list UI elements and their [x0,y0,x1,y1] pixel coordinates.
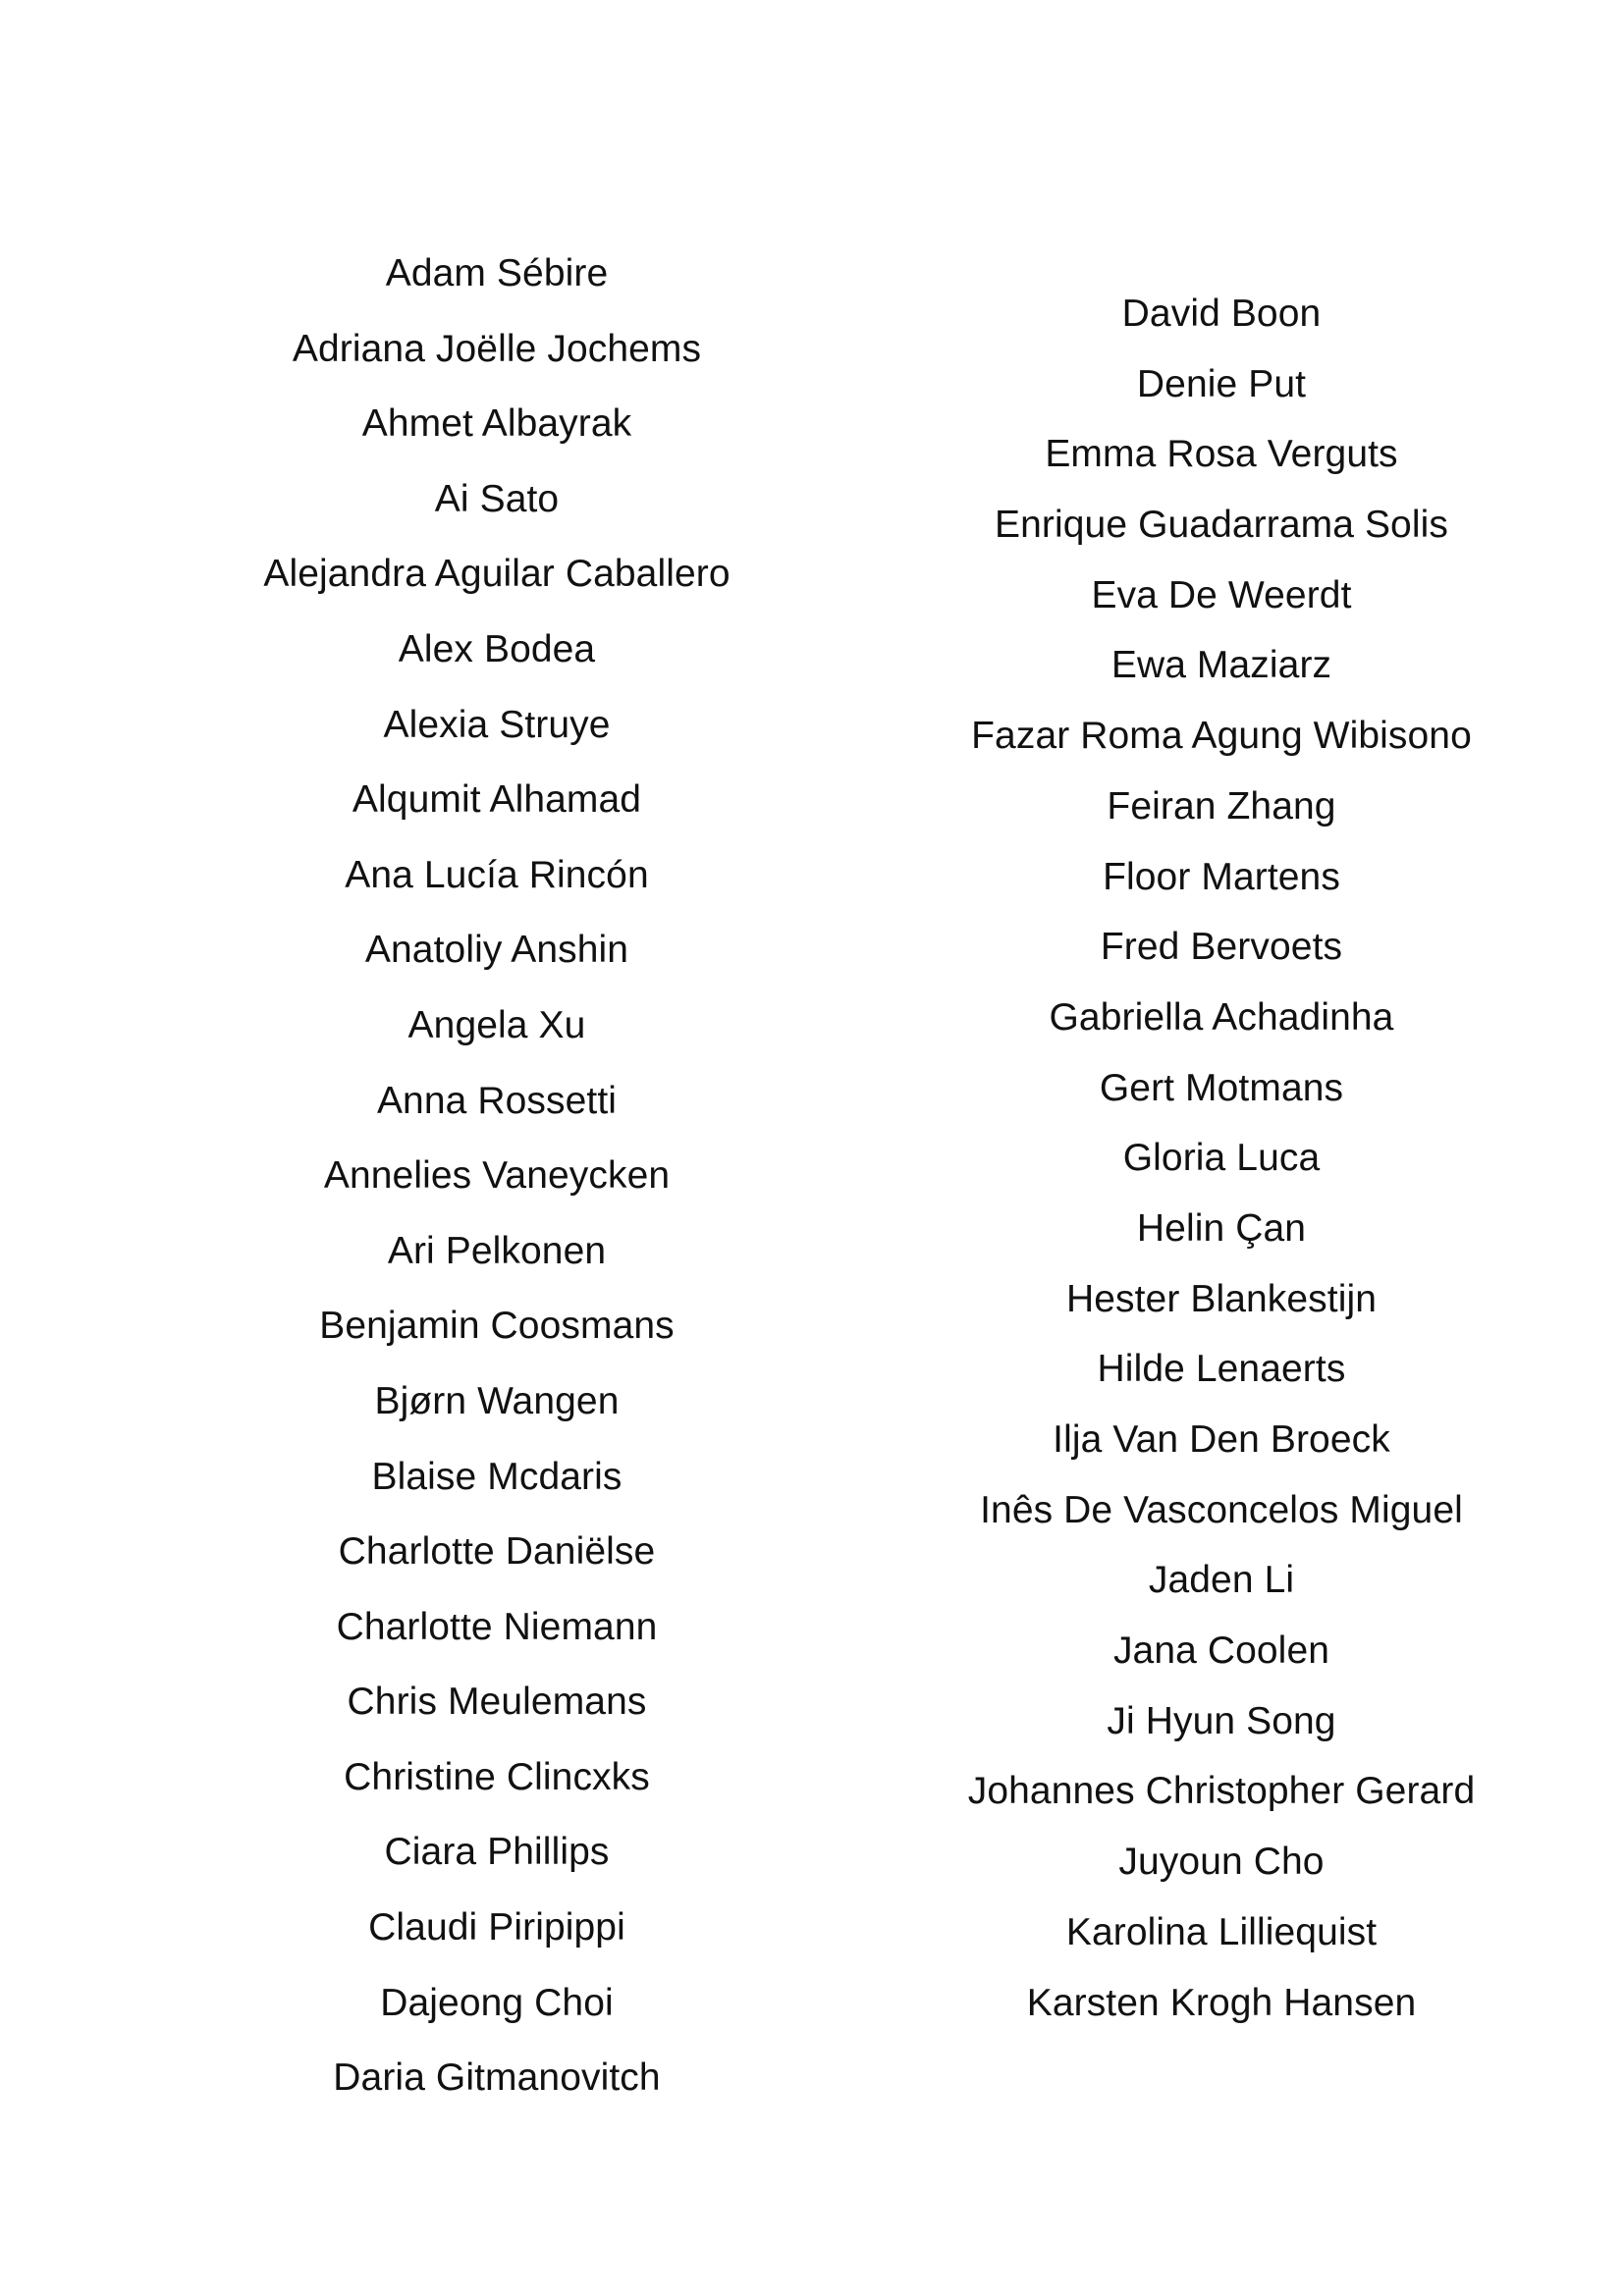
name-entry: Jana Coolen [1112,1629,1330,1673]
name-entry: Blaise Mcdaris [371,1455,623,1498]
name-entry: Inês De Vasconcelos Miguel [980,1488,1463,1531]
name-entry: Alexia Struye [383,703,611,746]
name-entry: Helin Çan [1136,1206,1307,1250]
name-entry: Floor Martens [1103,855,1340,898]
name-entry: Ari Pelkonen [387,1229,607,1272]
name-entry: Alex Bodea [398,627,596,670]
name-entry: Annelies Vaneycken [323,1154,671,1198]
name-entry: Karsten Krogh Hansen [1026,1981,1417,2024]
name-entry: Fazar Roma Agung Wibisono [971,715,1472,758]
name-entry: Ji Hyun Song [1107,1699,1336,1742]
name-entry: Alejandra Aguilar Caballero [263,553,731,596]
name-entry: Alqumit Alhamad [352,778,642,822]
name-entry: Ilja Van Den Broeck [1053,1418,1390,1461]
name-entry: David Boon [1121,293,1322,335]
name-entry: Bjørn Wangen [374,1379,620,1422]
name-entry: Benjamin Coosmans [319,1305,675,1348]
name-entry: Dajeong Choi [380,1981,614,2024]
name-entry: Jaden Li [1148,1559,1295,1602]
name-entry: Gert Motmans [1099,1066,1344,1109]
name-entry: Adam Sébire [385,252,609,294]
name-entry: Anatoliy Anshin [364,929,629,972]
name-entry: Ewa Maziarz [1110,644,1332,687]
name-entry: Christine Clincxks [344,1755,650,1798]
name-entry: Claudi Piripippi [368,1906,625,1949]
name-entry: Karolina Lilliequist [1065,1910,1378,1953]
name-entry: Chris Meulemans [347,1681,647,1724]
name-entry: Juyoun Cho [1118,1841,1325,1884]
name-entry: Hester Blankestijn [1065,1277,1378,1320]
name-entry: Fred Bervoets [1100,926,1343,969]
name-entry: Feiran Zhang [1107,784,1336,828]
name-entry: Johannes Christopher Gerard [967,1770,1476,1813]
name-entry: Charlotte Niemann [336,1605,658,1648]
name-entry: Ahmet Albayrak [361,402,632,446]
name-entry: Daria Gitmanovitch [333,2056,661,2100]
name-entry: Adriana Joëlle Jochems [292,327,702,370]
name-entry: Eva De Weerdt [1091,573,1352,616]
name-entry: Gabriella Achadinha [1049,995,1394,1039]
name-entry: Ciara Phillips [384,1831,610,1874]
name-entry: Hilde Lenaerts [1097,1348,1346,1391]
name-entry: Anna Rossetti [376,1079,618,1122]
name-entry: Charlotte Daniëlse [338,1530,656,1574]
name-entry: Ai Sato [434,477,560,520]
name-entry: Emma Rosa Verguts [1045,433,1398,476]
names-column-right [927,294,1516,2054]
name-entry: Enrique Guadarrama Solis [995,504,1448,547]
name-entry: Denie Put [1136,362,1307,405]
names-column-left [202,254,791,2134]
name-entry: Gloria Luca [1122,1137,1321,1180]
name-entry: Angela Xu [407,1003,586,1046]
name-entry: Ana Lucía Rincón [345,853,649,896]
